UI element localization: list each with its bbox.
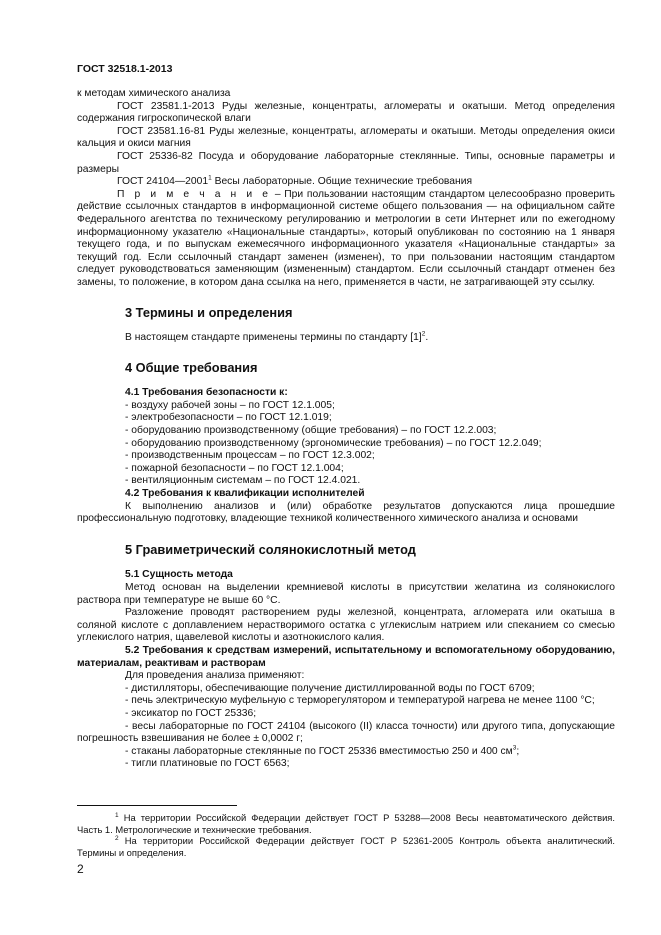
section-5-1-text: Метод основан на выделении кремниевой кислоты в присутствии желатина из солянокислого раствора при температуре не выше 60 °С. [77,582,615,606]
intro-line: к методам химического анализа [77,88,231,99]
page-number: 2 [77,862,84,876]
note: П р и м е ч а н и е – При пользовании настоящим стандартом целесообразно проверить действие ссылочных стандартов в информационной системе общего пользования — на официальном сайте Федерального агентства по техническому регулированию и метрологии в сети Интернет или по ежегодному информационному указателю «Национальные стандарты», который опубликован по состоянию на 1 января текущего года, и по выпускам ежемесячного информационного указателя «Национальные стандарты» за текущий год. Если ссылочный стандарт заменен (изменен), то при пользовании настоящим стандартом следует руководствоваться заменяющим (измененным) стандартом. Если ссылочный стандарт отменен без замены, то положение, в котором дана ссылка на него, применяется в части, не затрагивающей эту ссылку. [77,188,615,288]
subsection-5-2-title: 5.2 Требования к средствам измерений, испытательному и вспомогательному оборудованию, материалам, реактивам и растворам [77,644,615,669]
list-item: - тигли платиновые по ГОСТ 6563; [125,758,290,770]
section-5-title: 5 Гравиметрический солянокислотный метод [125,541,416,557]
section-3-title: 3 Термины и определения [125,304,293,320]
reference-entry: ГОСТ 25336-82 Посуда и оборудование лабораторные стеклянные. Типы, основные параметры и размеры [77,150,615,175]
reference-entry: ГОСТ 23581.1-2013 Руды железные, концентраты, агломераты и окатыши. Метод определения содержания гигроскопической влаги [77,100,615,125]
list-item: - вентиляционным системам – по ГОСТ 12.4.021. [125,475,361,487]
document-header: ГОСТ 32518.1-2013 [77,63,173,75]
list-item: - эксикатор по ГОСТ 25336; [125,707,257,719]
list-item: - стаканы лабораторные стеклянные по ГОСТ 25336 вместимостью 250 и 400 $см^3$; [125,744,520,757]
section-5-2-text: Для проведения анализа применяют: [125,670,305,682]
footnote: $^2$ На территории Российской Федерации действует ГОСТ Р 52361-2005 Контроль объекта аналитический. Термины и определения. [77,835,615,858]
subsection-4-1-title: 4.1 Требования безопасности к: [125,387,288,399]
list-item: - дистилляторы, обеспечивающие получение дистиллированной воды по ГОСТ 6709; [125,682,535,694]
list-item: - печь электрическую муфельную с терморегулятором и температурой нагрева не менее 1100 °С; [125,695,595,707]
reference-entry: ГОСТ 23581.16-81 Руды железные, концентраты, агломераты и окатыши. Методы определения окиси кальция и окиси магния [77,125,615,150]
footnotes [77,812,615,858]
subsection-5-1-title: 5.1 Сущность метода [125,569,233,581]
list-item: - оборудованию производственному (общие требования) – по ГОСТ 12.2.003; [125,425,497,437]
document-body [77,88,615,771]
section-3-text: В настоящем стандарте применены термины по стандарту $[1]^2$. [125,330,429,344]
list-item: - воздуху рабочей зоны – по ГОСТ 12.1.005; [125,399,335,411]
section-5-1-text: Разложение проводят растворением руды железной, концентрата, агломерата или окатыша в соляной кислоте с доплавлением нерастворимого остатка с углекислым натрием или спеканием со смесью углекислого натрия, щавелевой кислоты и азотнокислого калия. [77,607,615,644]
list-item: - пожарной безопасности – по ГОСТ 12.1.004; [125,462,344,474]
subsection-4-2-title: 4.2 Требования к квалификации исполнителей [125,488,365,500]
section-4-title: 4 Общие требования [125,359,258,375]
list-item: - производственным процессам – по ГОСТ 12.3.002; [125,450,375,462]
note-label: П р и м е ч а н и е [117,188,272,200]
list-item: - весы лабораторные по ГОСТ 24104 (высокого (II) класса точности) или другого типа, допускающие погрешность взвешивания не более ± 0,0002 г; [77,720,615,745]
section-4-2-text: К выполнению анализов и (или) обработке результатов допускаются лица прошедшие профессиональную подготовку, владеющие техникой количественного химического анализа и основами [77,500,615,525]
footnote: $^1$ На территории Российской Федерации действует ГОСТ Р 53288—2008 Весы неавтоматического действия. Часть 1. Метрологические и технические требования. [77,811,615,835]
list-item: - электробезопасности – по ГОСТ 12.1.019; [125,412,332,424]
reference-entry: ГОСТ 24104—2001$^1$ Весы лабораторные. Общие технические требования [117,174,473,188]
list-item: - оборудованию производственному (эргономические требования) – по ГОСТ 12.2.049; [125,437,542,449]
footnote-divider [77,805,237,806]
